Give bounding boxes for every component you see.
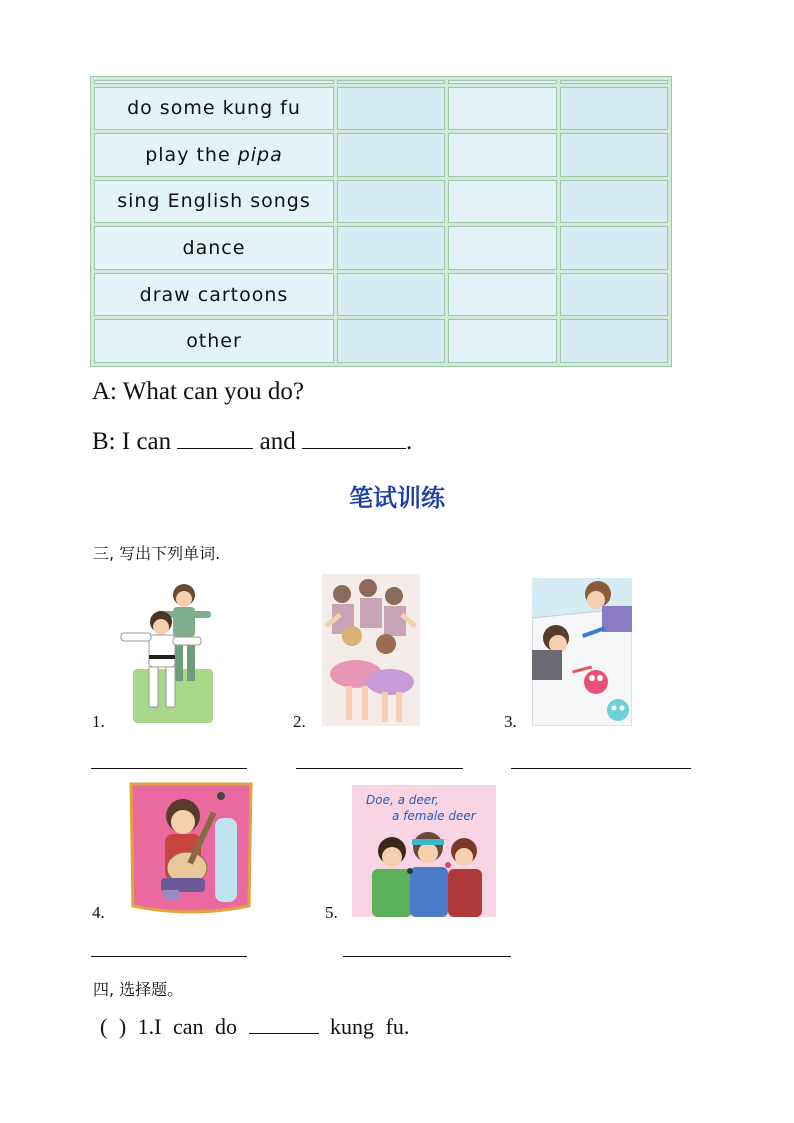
answer-blank-2[interactable] — [302, 430, 406, 449]
check-cell[interactable] — [560, 273, 668, 317]
item-number: 2. — [293, 712, 306, 731]
check-cell[interactable] — [448, 87, 556, 131]
answer-line-5[interactable] — [343, 956, 511, 957]
check-cell[interactable] — [448, 180, 556, 224]
check-cell[interactable] — [560, 133, 668, 177]
answer-and: and — [259, 428, 296, 455]
question-blank[interactable] — [249, 1019, 319, 1034]
check-cell[interactable] — [448, 319, 556, 363]
answer-line-3[interactable] — [511, 768, 691, 769]
answer-blank-1[interactable] — [177, 430, 253, 449]
table-header-row — [94, 80, 668, 84]
check-cell[interactable] — [337, 226, 445, 270]
answer-line-1[interactable] — [91, 768, 247, 769]
check-cell[interactable] — [337, 319, 445, 363]
answer-period: . — [406, 428, 413, 455]
answer-line-2[interactable] — [296, 768, 463, 769]
activity-label: dance — [94, 226, 334, 270]
sing-songs-picture — [352, 785, 496, 917]
table-row — [94, 226, 668, 270]
header-cell — [448, 80, 556, 84]
table-row — [94, 273, 668, 317]
check-cell[interactable] — [448, 273, 556, 317]
header-cell — [560, 80, 668, 84]
check-cell[interactable] — [560, 87, 668, 131]
check-cell[interactable] — [337, 180, 445, 224]
question-text: 1.I can do — [137, 1014, 238, 1039]
answer-prefix: B: I can — [92, 428, 172, 455]
dialogue-answer — [92, 428, 412, 456]
table-row — [94, 133, 668, 177]
header-cell — [337, 80, 445, 84]
check-cell[interactable] — [337, 273, 445, 317]
kung-fu-picture — [117, 577, 215, 723]
dance-picture — [322, 574, 420, 726]
draw-cartoons-picture — [532, 578, 632, 726]
item-number: 4. — [92, 903, 105, 922]
part4-heading: 四, 选择题。 — [93, 980, 184, 999]
section-title: 笔试训练 — [349, 484, 445, 512]
item-number: 5. — [325, 903, 338, 922]
activity-label: sing English songs — [94, 180, 334, 224]
activity-label: other — [94, 319, 334, 363]
check-cell[interactable] — [448, 226, 556, 270]
activity-label: play the pipa — [94, 133, 334, 177]
song-caption-line1: Doe, a deer, — [366, 793, 439, 807]
question-text-end: kung fu. — [330, 1014, 410, 1039]
table-row — [94, 87, 668, 131]
check-cell[interactable] — [337, 133, 445, 177]
table-row — [94, 319, 668, 363]
answer-parenthesis[interactable]: ( ) — [100, 1014, 127, 1039]
activity-label: do some kung fu — [94, 87, 334, 131]
check-cell[interactable] — [337, 87, 445, 131]
item-number: 3. — [504, 712, 517, 731]
question-1 — [100, 1014, 409, 1040]
check-cell[interactable] — [560, 180, 668, 224]
dialogue-question: A: What can you do? — [92, 378, 304, 405]
answer-line-4[interactable] — [91, 956, 247, 957]
table-row — [94, 180, 668, 224]
activity-label: draw cartoons — [94, 273, 334, 317]
part3-heading: 三, 写出下列单词. — [93, 544, 221, 563]
play-pipa-picture — [127, 778, 255, 916]
song-caption-line2: a female deer — [392, 809, 476, 823]
check-cell[interactable] — [560, 226, 668, 270]
header-cell — [94, 80, 334, 84]
check-cell[interactable] — [560, 319, 668, 363]
survey-table — [90, 76, 672, 367]
item-number: 1. — [92, 712, 105, 731]
check-cell[interactable] — [448, 133, 556, 177]
